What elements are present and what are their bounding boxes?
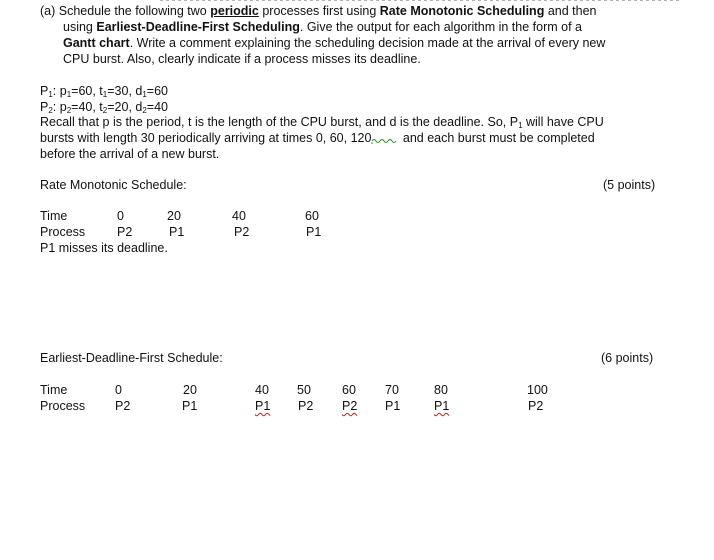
edf-time-cell: 100 (527, 383, 548, 397)
p1-colon: : p (52, 84, 67, 98)
question-line-2 (63, 19, 582, 35)
edf-time-cell: 60 (342, 383, 356, 397)
recall-line-1 (40, 114, 604, 130)
edf-time-cell: 20 (183, 383, 197, 397)
edf-process-cell: P1 (385, 399, 401, 413)
p1-t-sub: 1 (102, 90, 108, 99)
p2-sub: 2 (48, 106, 53, 115)
process-p1-definition (40, 83, 168, 99)
rms-time-cell: 60 (305, 209, 319, 223)
edf-process-cell: P2 (115, 399, 131, 413)
rms-process-cell: P1 (169, 225, 185, 239)
rms-bold-term: Rate Monotonic Scheduling (379, 4, 545, 18)
rms-time-label: Time (40, 209, 68, 223)
p2-d: =20, d (107, 100, 143, 114)
question-line-1 (40, 3, 596, 19)
rms-note: P1 misses its deadline. (40, 241, 168, 255)
edf-bold-term: Earliest-Deadline-First Scheduling (96, 20, 300, 34)
question-line-3 (63, 35, 605, 51)
edf-process-cell: P1 (255, 399, 271, 413)
edf-process-cell: P2 (298, 399, 314, 413)
grammar-check-mark (371, 132, 399, 140)
question-prefix: (a) Schedule the following two (40, 4, 211, 18)
rms-process-label: Process (40, 225, 86, 239)
question-line-4 (63, 51, 421, 67)
edf-process-cell: P1 (182, 399, 198, 413)
p2-t: =40, t (71, 100, 103, 114)
edf-time-cell: 80 (434, 383, 448, 397)
rms-points: (5 points) (603, 178, 656, 192)
edf-points: (6 points) (601, 351, 654, 365)
rms-time-cell: 20 (167, 209, 181, 223)
p2-end: =40 (146, 100, 169, 114)
question-mid-1: processes first using (258, 4, 380, 18)
p1-d: =30, d (107, 84, 143, 98)
edf-process-label: Process (40, 399, 86, 413)
edf-time-cell: 70 (385, 383, 399, 397)
rms-process-cell: P1 (306, 225, 322, 239)
question-line2-post: . Give the output for each algorithm in the form of a (299, 20, 582, 34)
process-p2-definition (40, 99, 168, 115)
question-line4-text: CPU burst. Also, clearly indicate if a process misses its deadline. (63, 52, 421, 66)
rms-process-cell: P2 (117, 225, 133, 239)
edf-process-cell: P2 (342, 399, 358, 413)
gantt-bold-term: Gantt chart (63, 36, 130, 50)
rms-section-title: Rate Monotonic Schedule: (40, 178, 187, 192)
edf-process-cell: P1 (434, 399, 450, 413)
rms-time-cell: 40 (232, 209, 246, 223)
p1-t: =60, t (71, 84, 103, 98)
p1-end: =60 (146, 84, 169, 98)
p2-d-sub: 2 (142, 106, 147, 115)
edf-time-cell: 50 (297, 383, 311, 397)
p1-d-sub: 1 (142, 90, 147, 99)
question-mid-2: and then (544, 4, 597, 18)
edf-process-cell: P2 (528, 399, 544, 413)
periodic-word: periodic (210, 4, 259, 18)
p2-period-sub: 2 (66, 106, 72, 115)
edf-time-label: Time (40, 383, 68, 397)
cutoff-text-remnant (40, 0, 680, 1)
recall-line-2 (40, 130, 595, 146)
edf-section-title: Earliest-Deadline-First Schedule: (40, 351, 223, 365)
rms-time-cell: 0 (117, 209, 124, 223)
p2-name: P (40, 100, 49, 114)
p1-period-sub: 1 (66, 90, 72, 99)
question-line3-post: . Write a comment explaining the scheduling decision made at the arrival of every new (129, 36, 606, 50)
p2-colon: : p (52, 100, 67, 114)
p1-sub: 1 (48, 90, 53, 99)
recall-line1-b: will have CPU (522, 115, 604, 129)
recall-line3-text: before the arrival of a new burst. (40, 147, 220, 161)
p2-t-sub: 2 (102, 106, 108, 115)
rms-process-cell: P2 (234, 225, 250, 239)
p1-name: P (40, 84, 49, 98)
recall-line2-a: bursts with length 30 periodically arriving at times 0, 60, 120 (40, 131, 372, 145)
recall-line1-sub: 1 (518, 121, 523, 130)
recall-line1-a: Recall that p is the period, t is the length of the CPU burst, and d is the deadline. So, P (40, 115, 519, 129)
edf-time-cell: 40 (255, 383, 269, 397)
recall-line2-b: and each burst must be completed (399, 131, 595, 145)
question-line2-pre: using (63, 20, 97, 34)
recall-line-3 (40, 146, 219, 162)
edf-time-cell: 0 (115, 383, 122, 397)
